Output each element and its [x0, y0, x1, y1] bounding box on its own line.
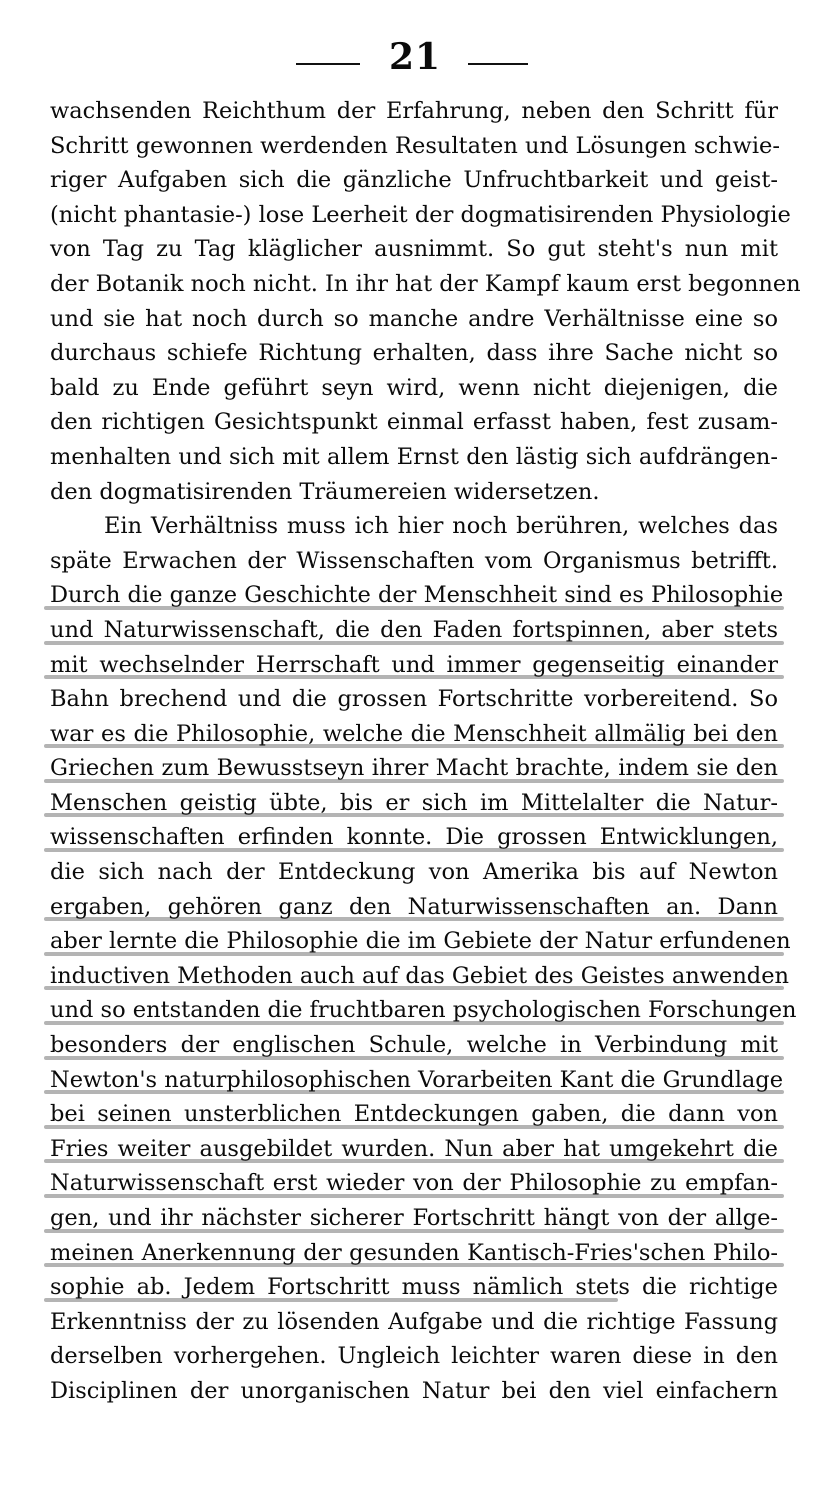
underlined-line: besonders der englischen Schule, welche in Verbindung mit: [50, 1028, 778, 1063]
underlined-line: Newton's naturphilosophischen Vorarbeiten Kant die Grundlage: [50, 1063, 778, 1098]
text-line: derselben vorhergehen. Ungleich leichter waren diese in den: [50, 1343, 778, 1370]
text-line: Bahn brechend und die grossen Fortschritte vorbereitend. So: [50, 686, 778, 713]
text-line: wachsenden Reichthum der Erfahrung, neben den Schritt für: [50, 98, 778, 124]
text-line: von Tag zu Tag kläglicher ausnimmt. So gut steht's nun mit: [50, 236, 778, 263]
text-line: Erkenntniss der zu lösenden Aufgabe und die richtige Fassung: [50, 1308, 778, 1335]
text-line: Schritt gewonnen werdenden Resultaten und Lösungen schwie-: [50, 132, 780, 159]
underlined-line: und so entstanden die fruchtbaren psychologischen Forschungen: [50, 993, 778, 1028]
text-line: späte Erwachen der Wissenschaften vom Organismus betrifft.: [50, 547, 778, 574]
text-line: Disciplinen der unorganischen Natur bei den viel einfachern: [50, 1377, 778, 1404]
text-line: bald zu Ende geführt seyn wird, wenn nicht diejenigen, die: [50, 374, 778, 401]
underlined-line: Menschen geistig übte, bis er sich im Mittelalter die Natur-: [50, 786, 778, 821]
underlined-line: und Naturwissenschaft, die den Faden fortspinnen, aber stets: [50, 613, 778, 648]
paragraph-start-line: Ein Verhältniss muss ich hier noch berühren, welches das: [104, 513, 778, 540]
text-line: der Botanik noch nicht. In ihr hat der Kampf kaum erst begonnen: [50, 270, 801, 297]
underlined-line: gen, und ihr nächster sicherer Fortschritt hängt von der allge-: [50, 1201, 778, 1236]
text-line: durchaus schiefe Richtung erhalten, dass ihre Sache nicht so: [50, 340, 778, 367]
header-rule-right: [468, 63, 528, 65]
underlined-line: Durch die ganze Geschichte der Menschheit sind es Philosophie: [50, 578, 778, 613]
text-line: die sich nach der Entdeckung von Amerika bis auf Newton: [50, 859, 778, 886]
underlined-line: ergaben, gehören ganz den Naturwissenschaften an. Dann: [50, 890, 778, 925]
underlined-line: Naturwissenschaft erst wieder von der Philosophie zu empfan-: [50, 1166, 778, 1201]
text-line: riger Aufgaben sich die gänzliche Unfruchtbarkeit und geist-: [50, 167, 778, 194]
text-line: menhalten und sich mit allem Ernst den lästig sich aufdrängen-: [50, 443, 778, 470]
underlined-line: wissenschaften erfinden konnte. Die grossen Entwicklungen,: [50, 820, 778, 855]
text-line: und sie hat noch durch so manche andre Verhältnisse eine so: [50, 305, 778, 332]
paragraph-end-line: den dogmatisirenden Träumereien widersetzen.: [50, 478, 600, 505]
underlined-line: aber lernte die Philosophie die im Gebiete der Natur erfundenen: [50, 924, 778, 959]
text-line: (nicht phantasie-) lose Leerheit der dogmatisirenden Physiologie: [50, 201, 791, 228]
underlined-line: bei seinen unsterblichen Entdeckungen gaben, die dann von: [50, 1097, 778, 1132]
underlined-line: inductiven Methoden auch auf das Gebiet des Geistes anwenden: [50, 959, 778, 994]
underlined-line: mit wechselnder Herrschaft und immer gegenseitig einander: [50, 648, 778, 683]
page-number: 21: [388, 36, 442, 78]
underlined-line: Fries weiter ausgebildet wurden. Nun aber hat umgekehrt die: [50, 1132, 778, 1167]
header-rule-left: [296, 63, 360, 65]
body-text: [50, 94, 801, 1409]
page-header: [0, 32, 830, 82]
underlined-line: sophie ab. Jedem Fortschritt muss nämlich stets die richtige: [50, 1270, 778, 1305]
underlined-line: Griechen zum Bewusstseyn ihrer Macht brachte, indem sie den: [50, 751, 778, 786]
underlined-line: meinen Anerkennung der gesunden Kantisch-Fries'schen Philo-: [50, 1236, 778, 1271]
text-line: den richtigen Gesichtspunkt einmal erfasst haben, fest zusam-: [50, 409, 778, 436]
underlined-line: war es die Philosophie, welche die Menschheit allmälig bei den: [50, 717, 778, 752]
